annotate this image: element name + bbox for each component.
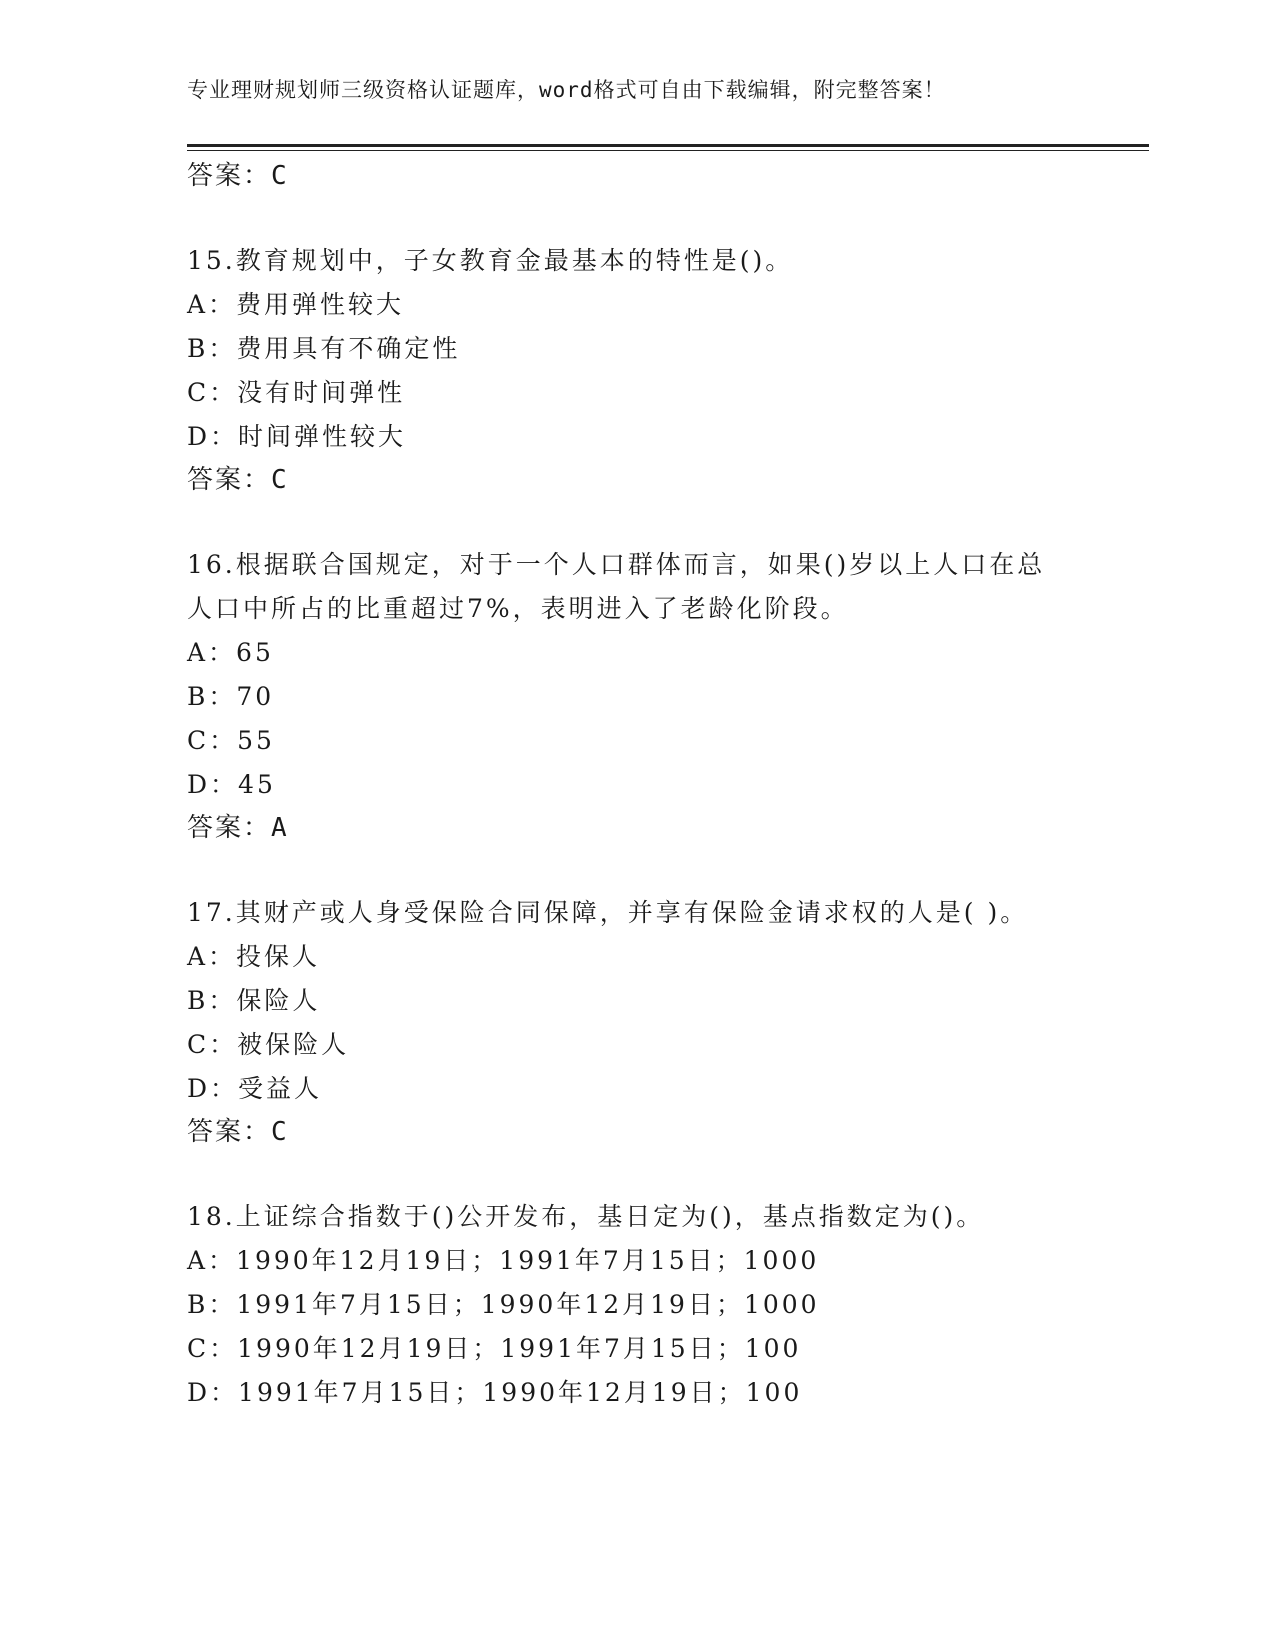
question-16-stem-line-1: 16.根据联合国规定，对于一个人口群体而言，如果()岁以上人口在总 xyxy=(187,550,1046,579)
question-18-option-b: B：1991年7月15日；1990年12月19日；1000 xyxy=(187,1290,820,1319)
previous-answer: 答案：C xyxy=(187,161,289,191)
question-17-option-d: D：受益人 xyxy=(187,1074,323,1103)
header-rule-thin xyxy=(187,150,1149,151)
question-16-answer: 答案：A xyxy=(187,813,289,843)
question-15-stem: 15.教育规划中，子女教育金最基本的特性是()。 xyxy=(187,246,794,275)
question-17-stem: 17.其财产或人身受保险合同保障，并享有保险金请求权的人是( )。 xyxy=(187,898,1029,927)
question-18-stem: 18.上证综合指数于()公开发布，基日定为()，基点指数定为()。 xyxy=(187,1202,985,1231)
question-15-option-a: A：费用弹性较大 xyxy=(187,290,405,319)
question-15-answer: 答案：C xyxy=(187,465,289,495)
question-18-option-c: C：1990年12月19日；1991年7月15日；100 xyxy=(187,1334,802,1363)
question-17-answer: 答案：C xyxy=(187,1117,289,1147)
question-15-option-c: C：没有时间弹性 xyxy=(187,378,406,407)
question-15-option-b: B：费用具有不确定性 xyxy=(187,334,461,363)
question-17-option-b: B：保险人 xyxy=(187,986,321,1015)
question-18-option-d: D：1991年7月15日；1990年12月19日；100 xyxy=(187,1378,803,1407)
page-header: 专业理财规划师三级资格认证题库，word格式可自由下载编辑，附完整答案！ xyxy=(187,78,946,102)
question-16-option-a: A：65 xyxy=(187,638,274,667)
question-15-option-d: D：时间弹性较大 xyxy=(187,422,407,451)
question-18-option-a: A：1990年12月19日；1991年7月15日；1000 xyxy=(187,1246,820,1275)
question-16-option-c: C：55 xyxy=(187,726,275,755)
header-rule-thick xyxy=(187,144,1149,147)
question-16-option-d: D：45 xyxy=(187,770,276,799)
question-16-stem-line-2: 人口中所占的比重超过7%，表明进入了老龄化阶段。 xyxy=(187,594,849,623)
question-17-option-c: C：被保险人 xyxy=(187,1030,350,1059)
question-17-option-a: A：投保人 xyxy=(187,942,321,971)
question-16-option-b: B：70 xyxy=(187,682,275,711)
